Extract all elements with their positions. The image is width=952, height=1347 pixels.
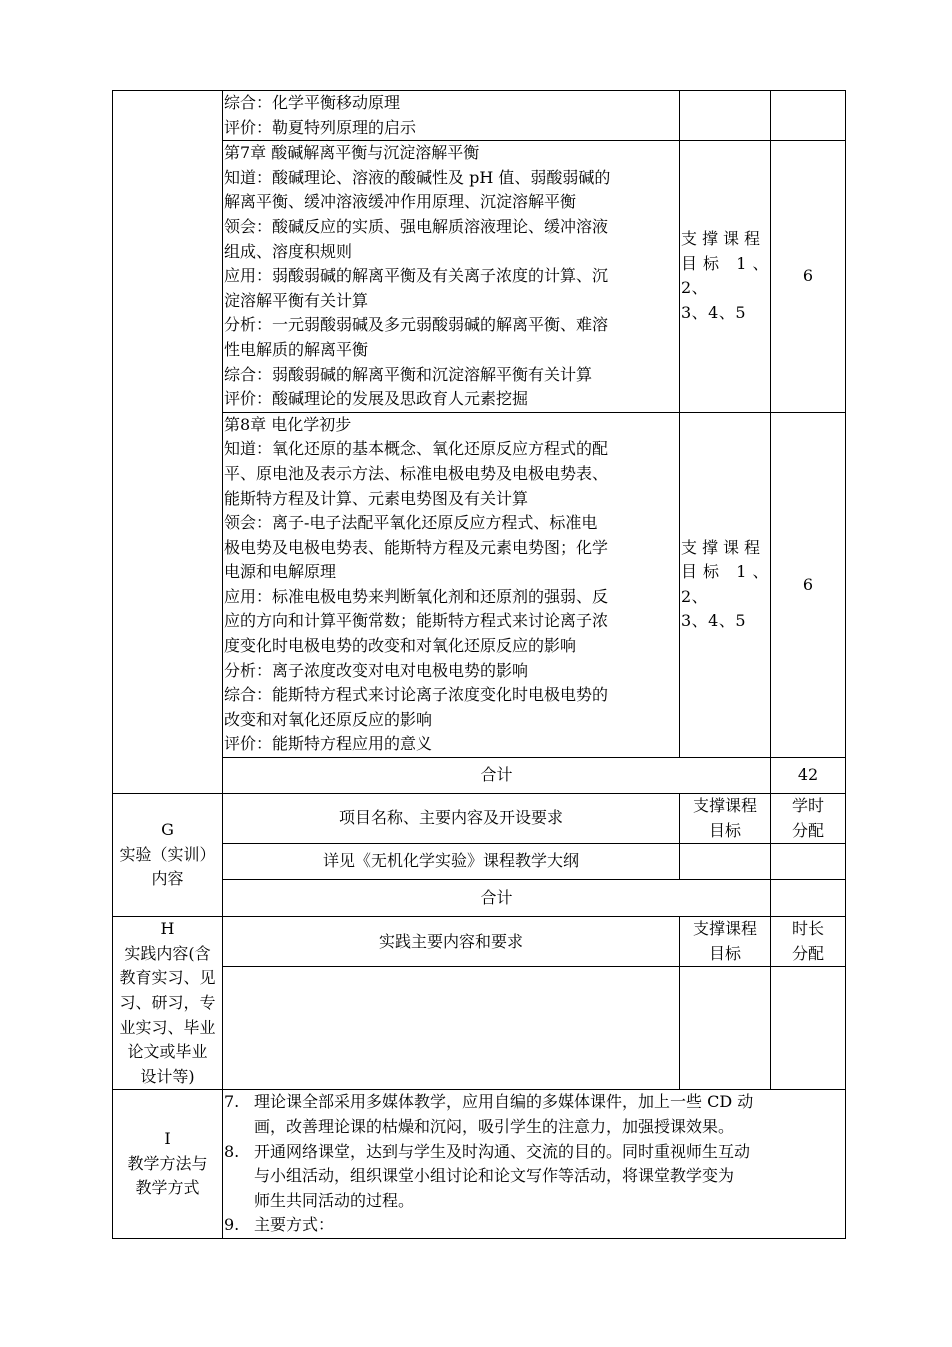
section-i-content [223, 1090, 846, 1239]
section-g-label: G 实验（实训） 内容 [113, 794, 223, 917]
table-row-ch6-tail [113, 91, 846, 141]
method-item: 9. 主要方式： [224, 1215, 335, 1235]
table-row-g-total [113, 880, 846, 917]
h-row-hours [771, 967, 846, 1090]
table-row-i [113, 1090, 846, 1239]
table-row-h-header [113, 917, 846, 967]
section-h-label: H 实践内容(含 教育实习、见 习、研习，专 业实习、毕业 论文或毕业 设计等) [113, 917, 223, 1090]
ch8-support: 支撑课程 目标 1、2、 3、4、5 [680, 412, 771, 757]
h-row-support [680, 967, 771, 1090]
g-row-hours [771, 844, 846, 880]
ch7-support: 支撑课程 目标 1、2、 3、4、5 [680, 141, 771, 413]
ch7-content: 第7章 酸碱解离平衡与沉淀溶解平衡 知道：酸碱理论、溶液的酸碱性及 pH 值、弱酸弱碱的 解离平衡、缓冲溶液缓冲作用原理、沉淀溶解平衡 领会：酸碱反应的实质、强电解质溶液理论、缓冲溶液 组成、溶度积规则 应用：弱酸弱碱的解离平衡及有关离子浓度的计算、沉 淀溶解平衡有关计算 分析：一元弱酸弱碱及多元弱酸弱碱的解离平衡、难溶 性电解质的解离平衡 综合：弱酸弱碱的解离平衡和沉淀溶解平衡有关计算 评价：酸碱理论的发展及思政育人元素挖掘 [223, 141, 680, 413]
ch8-hours: 6 [771, 412, 846, 757]
table-row-theory-total [113, 758, 846, 794]
ch8-content: 第8章 电化学初步 知道：氧化还原的基本概念、氧化还原反应方程式的配 平、原电池及表示方法、标准电极电势及电极电势表、 能斯特方程及计算、元素电势图及有关计算 领会：离子-电子法配平氧化还原反应方程式、标准电 极电势及电极电势表、能斯特方程及元素电势图；化学 电源和电解原理 应用：标准电极电势来判断氧化剂和还原剂的强弱、反 应的方向和计算平衡常数；能斯特方程式来讨论离子浓 度变化时电极电势的改变和对氧化还原反应的影响 分析：离子浓度改变对电对电极电势的影响 综合：能斯特方程式来讨论离子浓度变化时电极电势的 改变和对氧化还原反应的影响 评价：能斯特方程应用的意义 [223, 412, 680, 757]
method-item: 8. 开通网络课堂，达到与学生及时沟通、交流的目的。同时重视师生互动 与小组活动，组织课堂小组讨论和论文写作等活动，将课堂教学变为 师生共同活动的过程。 [224, 1141, 751, 1210]
h-header-support: 支撑课程 目标 [680, 917, 771, 967]
h-row-content [223, 967, 680, 1090]
method-item: 7. 理论课全部采用多媒体教学，应用自编的多媒体课件，加上一些 CD 动 画，改善理论课的枯燥和沉闷，吸引学生的注意力，加强授课效果。 [224, 1092, 754, 1136]
g-header-project: 项目名称、主要内容及开设要求 [223, 794, 680, 844]
table-row-h-content [113, 967, 846, 1090]
syllabus-table [112, 90, 846, 1239]
table-row-ch8 [113, 412, 846, 757]
ch7-hours: 6 [771, 141, 846, 413]
g-total-label: 合计 [223, 880, 771, 917]
table-row-g-header [113, 794, 846, 844]
g-row-support [680, 844, 771, 880]
ch6-tail-content: 综合：化学平衡移动原理 评价：勒夏特列原理的启示 [223, 91, 680, 141]
table-row-ch7 [113, 141, 846, 413]
table-row-g-content [113, 844, 846, 880]
h-header-content: 实践主要内容和要求 [223, 917, 680, 967]
g-total-value [771, 880, 846, 917]
h-header-hours: 时长 分配 [771, 917, 846, 967]
ch6-tail-hours [771, 91, 846, 141]
section-i-label: I 教学方法与 教学方式 [113, 1090, 223, 1239]
g-header-support: 支撑课程 目标 [680, 794, 771, 844]
theory-label-cell [113, 91, 223, 794]
g-header-hours: 学时 分配 [771, 794, 846, 844]
theory-total-label: 合计 [223, 758, 771, 794]
ch6-tail-support [680, 91, 771, 141]
theory-total-value: 42 [771, 758, 846, 794]
g-row-text: 详见《无机化学实验》课程教学大纲 [223, 844, 680, 880]
